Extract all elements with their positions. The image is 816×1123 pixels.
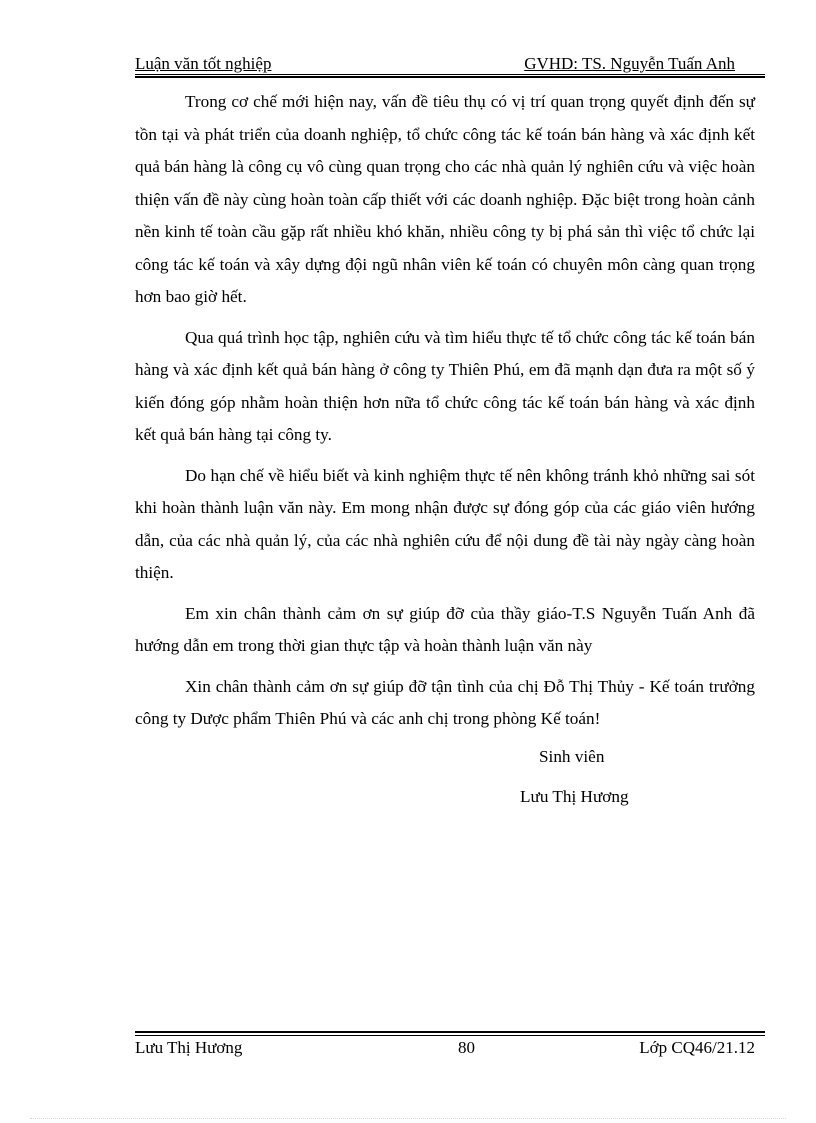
page-bottom-edge <box>30 1118 786 1119</box>
header-thesis-title: Luận văn tốt nghiệp <box>135 54 272 73</box>
header-divider-thin <box>135 74 765 75</box>
paragraph-5: Xin chân thành cảm ơn sự giúp đỡ tận tình của chị Đỗ Thị Thủy - Kế toán trưởng công ty Dược phẩm Thiên Phú và các anh chị trong phòng Kế toán! <box>135 676 755 728</box>
footer-divider-thick <box>135 1031 765 1033</box>
signature-name: Lưu Thị Hương <box>520 787 629 806</box>
paragraph-4: Em xin chân thành cảm ơn sự giúp đỡ của thầy giáo-T.S Nguyễn Tuấn Anh đã hướng dẫn em trong thời gian thực tập và hoàn thành luận văn này <box>135 603 755 655</box>
footer-class: Lớp CQ46/21.12 <box>639 1038 755 1057</box>
page-footer <box>135 1038 765 1060</box>
page-header <box>135 54 765 74</box>
header-supervisor: GVHD: TS. Nguyễn Tuấn Anh <box>524 54 735 73</box>
paragraph-1: Trong cơ chế mới hiện nay, vấn đề tiêu thụ có vị trí quan trọng quyết định đến sự tồn tại và phát triển của doanh nghiệp, tổ chức công tác kế toán bán hàng và xác định kết quả bán hàng là công cụ vô cùng quan trọng cho các nhà quản lý nghiên cứu và việc hoàn thiện vấn đề này cùng hoàn toàn cấp thiết với các doanh nghiệp. Đặc biệt trong hoàn cảnh nền kinh tế toàn cầu gặp rất nhiều khó khăn, nhiều công ty bị phá sản thì việc tổ chức lại công tác kế toán và xây dựng đội ngũ nhân viên kế toán có chuyên môn càng quan trọng hơn bao giờ hết. <box>135 92 755 306</box>
body-text <box>135 86 755 744</box>
footer-author: Lưu Thị Hương <box>135 1038 243 1057</box>
footer-page-number: 80 <box>458 1038 475 1057</box>
paragraph-3: Do hạn chế về hiểu biết và kinh nghiệm thực tế nên không tránh khỏ những sai sót khi hoàn thành luận văn này. Em mong nhận được sự đóng góp của các giáo viên hướng dẫn, của các nhà quản lý, của các nhà nghiên cứu để nội dung đề tài này ngày càng hoàn thiện. <box>135 465 755 582</box>
paragraph-2: Qua quá trình học tập, nghiên cứu và tìm hiểu thực tế tổ chức công tác kế toán bán hàng và xác định kết quả bán hàng ở công ty Thiên Phú, em đã mạnh dạn đưa ra một số ý kiến đóng góp nhằm hoàn thiện hơn nữa tổ chức công tác kế toán bán hàng và xác định kết quả bán hàng tại công ty. <box>135 327 755 444</box>
header-divider-thick <box>135 76 765 78</box>
footer-divider-thin <box>135 1035 765 1036</box>
signature-block <box>520 737 629 817</box>
signature-role: Sinh viên <box>539 747 605 766</box>
